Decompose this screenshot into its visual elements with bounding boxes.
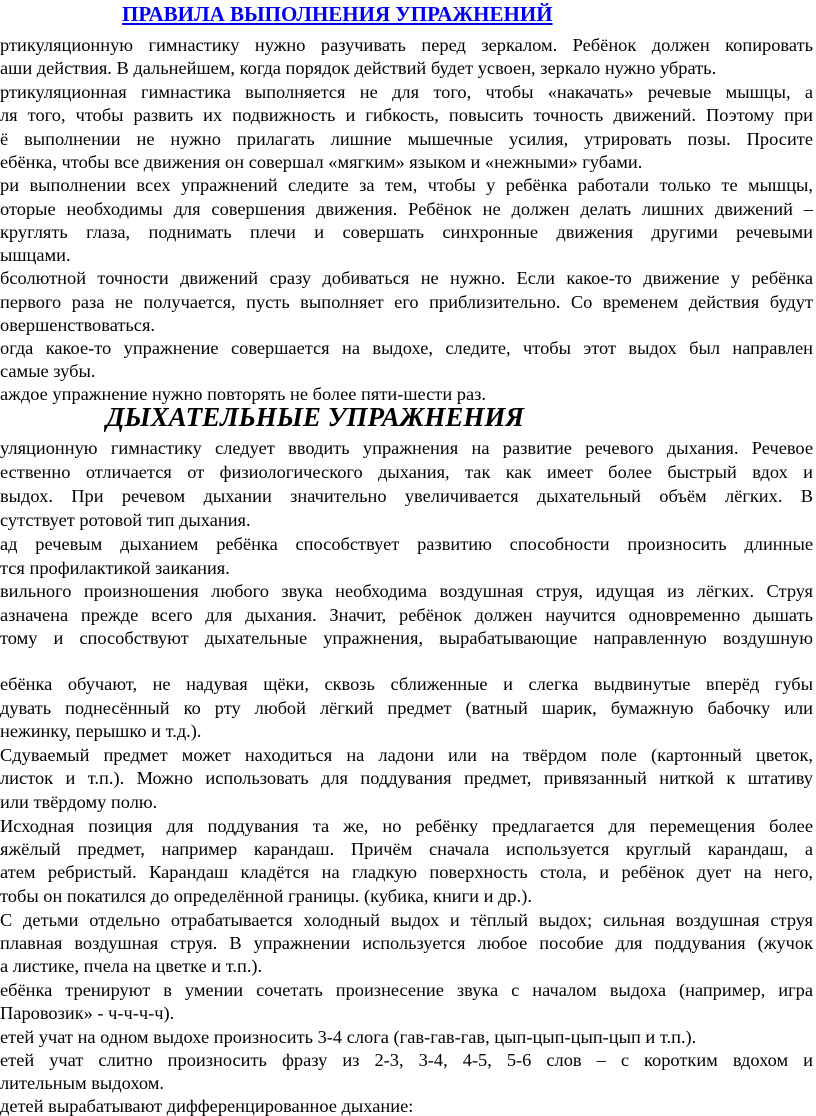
text-line: тся профилактикой заикания. [0,558,230,578]
section-title: ДЫХАТЕЛЬНЫЕ УПРАЖНЕНИЯ [106,402,524,432]
text-line: уляционную гимнастику следует вводить упражнения на развитие речевого дыхания. Речевое [0,438,813,458]
text-line: ртикуляционная гимнастика выполняется не для того, чтобы «накачать» речевые мышцы, а [0,82,813,102]
text-line: ебёнка, чтобы все движения он совершал «мягким» языком и «нежными» губами. [0,152,643,172]
text-line: нежинку, перышко и т.д.). [0,721,202,741]
text-line: С детьми отдельно отрабатывается холодный выдох и тёплый выдох; сильная воздушная струя [0,910,813,930]
text-line: ественно отличается от физиологического дыхания, так как имеет более быстрый вдох и [0,462,813,482]
text-line: плавная воздушная струя. В упражнении используется любое пособие для поддувания (жучок [0,933,813,953]
text-line: ё выполнении не нужно прилагать лишние мышечные усилия, утрировать позы. Просите [0,129,813,149]
text-line: етей учат на одном выдохе произносить 3-4 слога (гав-гав-гав, цып-цып-цып-цып и т.п.). [0,1027,697,1047]
text-line: бсолютной точности движений сразу добиваться не нужно. Если какое-то движение у ребёнка [0,268,813,288]
text-line: детей вырабатывают дифференцированное дыхание: [0,1096,414,1116]
text-line: азначена прежде всего для дыхания. Значит, ребёнок должен научится одновременно дышать [0,605,813,625]
text-line: ебёнка тренируют в умении сочетать произнесение звука с началом выдоха (например, игра [0,980,813,1000]
text-line: тому и способствуют дыхательные упражнения, вырабатывающие направленную воздушную [0,628,813,648]
text-line: ртикуляционную гимнастику нужно разучивать перед зеркалом. Ребёнок должен копировать [0,35,813,55]
text-line: яжёлый предмет, например карандаш. Причём сначала используется круглый карандаш, а [0,839,813,859]
text-line: овершенствоваться. [0,315,156,335]
text-line: дувать поднесённый ко рту любой лёгкий предмет (ватный шарик, бумажную бабочку или [0,698,813,718]
page-title: ПРАВИЛА ВЫПОЛНЕНИЯ УПРАЖНЕНИЙ [122,2,553,26]
text-line: Паровозик» - ч-ч-ч-ч). [0,1003,175,1023]
text-line: аждое упражнение нужно повторять не более пяти-шести раз. [0,384,486,404]
text-line: оторые необходимы для совершения движения. Ребёнок не должен делать лишних движений – [0,199,813,219]
text-line: лительным выдохом. [0,1073,164,1093]
text-line: вильного произношения любого звука необходима воздушная струя, идущая из лёгких. Струя [0,581,813,601]
text-line: листок и т.п.). Можно использовать для поддувания предмет, привязанный ниткой к штативу [0,768,813,788]
text-line: ри выполнении всех упражнений следите за тем, чтобы у ребёнка работали только те мышцы, [0,175,813,195]
text-line: самые зубы. [0,361,96,381]
text-line: первого раза не получается, пусть выполняет его приблизительно. Со временем действия будут [0,292,813,312]
text-line: ад речевым дыханием ребёнка способствует развитию способности произносить длинные [0,534,813,554]
text-line: сутствует ротовой тип дыхания. [0,510,251,530]
text-line: огда какое-то упражнение совершается на выдохе, следите, чтобы этот выдох был направлен [0,338,813,358]
text-line: ля того, чтобы развить их подвижность и гибкость, повысить точность движений. Поэтому при [0,105,813,125]
text-line: а листике, пчела на цветке и т.п.). [0,956,263,976]
text-line: выдох. При речевом дыхании значительно увеличивается дыхательный объём лёгких. В [0,486,813,506]
text-line: тобы он покатился до определённой границы. (кубика, книги и др.). [0,886,532,906]
text-line: Исходная позиция для поддувания та же, но ребёнку предлагается для перемещения более [0,816,813,836]
text-line: Сдуваемый предмет может находиться на ладони или на твёрдом поле (картонный цветок, [0,745,813,765]
text-line: круглять глаза, поднимать плечи и совершать синхронные движения другими речевыми [0,222,813,242]
text-line: ышцами. [0,245,71,265]
text-line: аши действия. В дальнейшем, когда порядок действий будет усвоен, зеркало нужно убрать. [0,58,717,78]
text-line: етей учат слитно произносить фразу из 2-3, 3-4, 4-5, 5-6 слов – с коротким вдохом и [0,1050,813,1070]
text-line: атем ребристый. Карандаш кладётся на гладкую поверхность стола, и ребёнок дует на него, [0,862,813,882]
text-line: или твёрдому полю. [0,792,158,812]
text-line: ебёнка обучают, не надувая щёки, сквозь сближенные и слегка выдвинутые вперёд губы [0,674,813,694]
